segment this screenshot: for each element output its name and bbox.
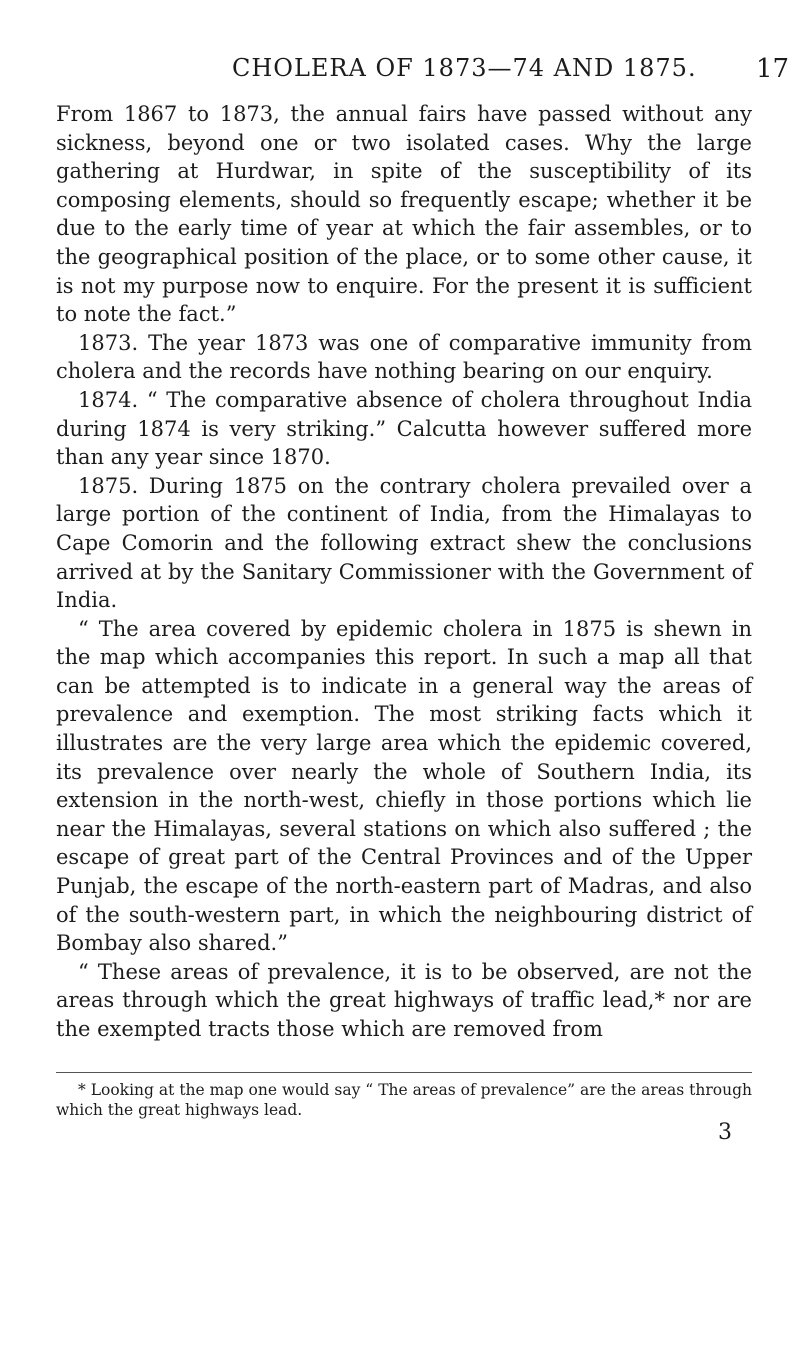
running-head <box>0 48 800 88</box>
running-title: CHOLERA OF 1873—74 AND 1875. <box>232 54 697 82</box>
body-text <box>56 100 752 1044</box>
paragraph-areas-prevalence: “ These areas of prevalence, it is to be observed, are not the areas through which the great highways of traffic lead,* nor are the exempted tracts those which are removed from <box>56 959 752 1041</box>
signature-mark: 3 <box>718 1120 732 1145</box>
paragraph-map-extract: “ The area covered by epidemic cholera in 1875 is shewn in the map which accompanies this report. In such a map all that can be attempted is to indicate in a general way the areas of prevalence and exemption. The most striking facts which it illustrates are the very large area which the epidemic covered, its prevalence over nearly the whole of Southern India, its extension in the north-west, chiefly in those portions which lie near the Himalayas, several stations on which also suffered ; the escape of great part of the Central Provinces and of the Upper Punjab, the escape of the north-eastern part of Madras, and also of the south-western part, in which the neighbouring district of Bombay also shared.” <box>56 616 752 956</box>
paragraph-1875: 1875. During 1875 on the contrary cholera prevailed over a large portion of the continent of India, from the Himalayas to Cape Comorin and the following extract shew the conclusions arrived at by the Sanitary Commissioner with the Government of India. <box>56 473 752 613</box>
page-number: 17 <box>756 54 790 84</box>
footnote <box>56 1080 752 1120</box>
paragraph-1873: 1873. The year 1873 was one of comparative immunity from cholera and the records have nothing bearing on our enquiry. <box>56 330 752 384</box>
paragraph-hurdwar-fairs: From 1867 to 1873, the annual fairs have passed without any sickness, beyond one or two isolated cases. Why the large gathering at Hurdwar, in spite of the susceptibility of its composing elements, should so frequently escape; whether it be due to the early time of year at which the fair assembles, or to the geographical position of the place, or to some other cause, it is not my purpose now to enquire. For the present it is sufficient to note the fact.” <box>56 102 752 327</box>
paragraph-1874: 1874. “ The comparative absence of cholera throughout India during 1874 is very striking.” Calcutta however suffered more than any year since 1870. <box>56 387 752 470</box>
footnote-rule <box>56 1072 752 1073</box>
footnote-text: * Looking at the map one would say “ The areas of prevalence” are the areas through which the great highways lead. <box>56 1081 752 1119</box>
